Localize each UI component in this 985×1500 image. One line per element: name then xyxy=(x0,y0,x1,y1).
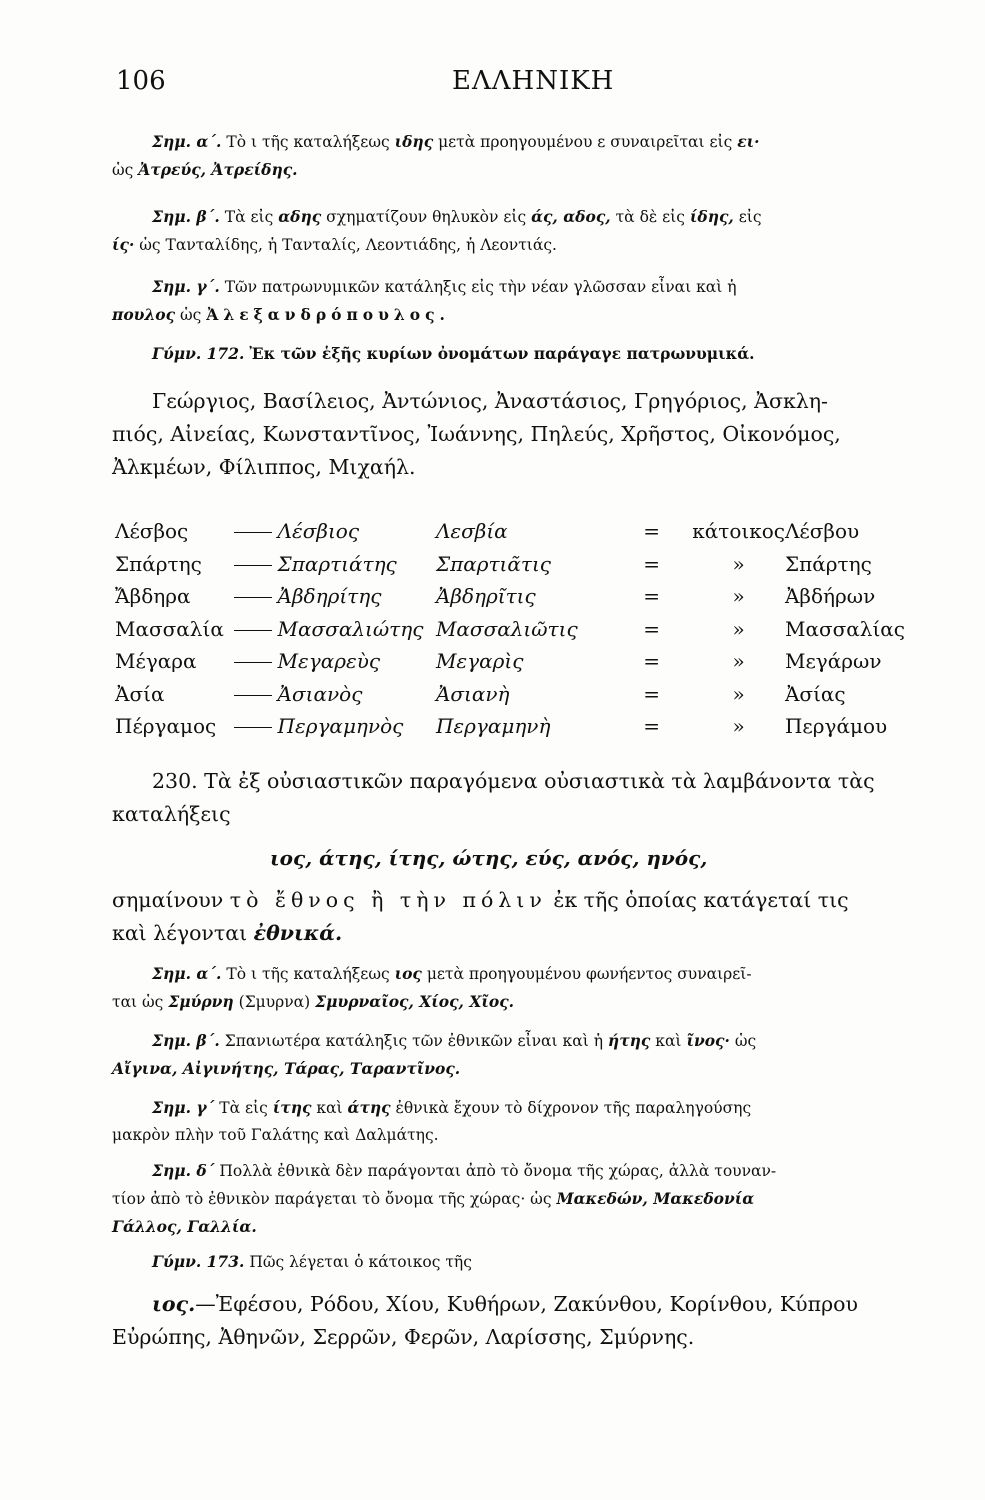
note-b-line-1: Σημ. β΄. Τὰ εἰς αδης σχηματίζουν θηλυκὸν εἰς άς, αδος, τὰ δὲ εἰς ίδης, εἰς xyxy=(152,207,762,226)
genitive-form: Ἀβδήρων xyxy=(784,584,876,609)
page-number: 106 xyxy=(116,66,166,96)
dash-mark xyxy=(234,630,272,631)
masculine-ethnic: Περγαμηνὸς xyxy=(277,714,404,739)
note2-d: Σημ. δ΄ Πολλὰ ἐθνικὰ δὲν παράγονται ἀπὸ τὸ ὄνομα τῆς χώρας, ἀλλὰ τουναν- τίον ἀπὸ τὸ ἐθνικὸν παράγεται τὸ ὄνομα τῆς χώρας· ὡς Μακεδών, Μακεδονία Γάλλος, Γαλλία. xyxy=(112,1161,777,1236)
place-name: Ἄβδηρα xyxy=(115,584,191,609)
exercise-173: Γύμν. 173. Πῶς λέγεται ὁ κάτοικος τῆς xyxy=(152,1252,472,1271)
note-a-line-2: ὡς Ἀτρεύς, Ἀτρείδης. xyxy=(112,160,298,179)
dash-mark xyxy=(234,662,272,663)
inhabitant-desc: » xyxy=(732,714,745,739)
exercise-172-label: Γύμν. 172. xyxy=(152,344,245,363)
para230-line-4: καὶ λέγονται ἐθνικά. xyxy=(112,921,343,945)
note-c-line-1: Σημ. γ΄. Τῶν πατρωνυμικῶν κατάληξις εἰς τὴν νέαν γλῶσσαν εἶναι καὶ ἡ xyxy=(152,277,737,296)
feminine-ethnic: Λεσβία xyxy=(435,519,508,544)
masculine-ethnic: Ἀβδηρίτης xyxy=(277,584,382,609)
note2-d-label: Σημ. δ΄ xyxy=(152,1161,215,1180)
masculine-ethnic: Μασσαλιώτης xyxy=(277,616,424,641)
note2-c-label: Σημ. γ΄ xyxy=(152,1098,215,1117)
dash-mark xyxy=(234,565,272,566)
genitive-form: Λέσβου xyxy=(784,519,860,544)
exercise-173-list: ιος.—Ἐφέσου, Ρόδου, Χίου, Κυθήρων, Ζακύνθου, Κορίνθου, Κύπρου Εὐρώπης, Ἀθηνῶν, Σερρῶν, Φερῶν, Λαρίσσης, Σμύρνης. xyxy=(112,1292,858,1349)
place-name: Μασσαλία xyxy=(115,616,224,641)
note-c xyxy=(112,273,942,329)
note2-a-label: Σημ. α΄. xyxy=(152,964,222,983)
feminine-ethnic: Μεγαρὶς xyxy=(435,649,524,674)
masculine-ethnic: Ἀσιανὸς xyxy=(277,681,363,706)
table-row xyxy=(115,613,905,646)
inhabitant-desc: κάτοικος xyxy=(692,519,785,544)
note-a xyxy=(112,128,942,184)
note2-b-label: Σημ. β΄. xyxy=(152,1031,220,1050)
inhabitant-desc: » xyxy=(732,616,745,641)
genitive-form: Περγάμου xyxy=(784,714,888,739)
equals-sign: = xyxy=(643,551,661,576)
equals-sign: = xyxy=(643,584,661,609)
paragraph-230: 230. Τὰ ἐξ οὐσιαστικῶν παραγόμενα οὐσιαστικὰ τὰ λαμβάνοντα τὰς καταλήξεις xyxy=(112,769,875,826)
dash-mark xyxy=(234,597,272,598)
equals-sign: = xyxy=(643,616,661,641)
place-name: Μέγαρα xyxy=(115,649,197,674)
place-name: Ἀσία xyxy=(115,681,165,706)
note-c-label: Σημ. γ΄. xyxy=(152,277,220,296)
feminine-ethnic: Περγαμηνὴ xyxy=(435,714,551,739)
place-name: Πέργαμος xyxy=(115,714,217,739)
suffix-list: ιος, άτης, ίτης, ώτης, εύς, ανός, ηνός, xyxy=(270,846,708,870)
note2-a: Σημ. α΄. Τὸ ι τῆς καταλήξεως ιος μετὰ προηγουμένου φωνήεντος συναιρεῖ- ται ὡς Σμύρνη (Σμυρνα) Σμυρναῖος, Χίος, Χῖος. xyxy=(112,964,752,1011)
inhabitant-desc: » xyxy=(732,649,745,674)
dash-mark xyxy=(234,532,272,533)
note-b xyxy=(112,203,942,259)
note2-c: Σημ. γ΄ Τὰ εἰς ίτης καὶ άτης ἐθνικὰ ἔχουν τὸ δίχρονον τῆς παραληγούσης μακρὸν πλὴν τοῦ Γαλάτης καὶ Δαλμάτης. xyxy=(112,1098,752,1144)
note-b-label: Σημ. β΄. xyxy=(152,207,220,226)
inhabitant-desc: » xyxy=(732,681,745,706)
inhabitant-desc: » xyxy=(732,584,745,609)
exercise-172: Γύμν. 172. Ἐκ τῶν ἑξῆς κυρίων ὀνομάτων παράγαγε πατρωνυμικά. xyxy=(152,344,755,363)
note2-b: Σημ. β΄. Σπανιωτέρα κατάληξις τῶν ἐθνικῶν εἶναι καὶ ἡ ήτης καὶ ῖνος· ὡς Αἴγινα, Αἰγινήτης, Τάρας, Ταραντῖνος. xyxy=(112,1031,757,1078)
genitive-form: Μεγάρων xyxy=(784,649,882,674)
inhabitant-desc: » xyxy=(732,551,745,576)
table-row xyxy=(115,678,905,711)
equals-sign: = xyxy=(643,714,661,739)
paragraph-230-cont xyxy=(112,884,902,950)
ethnic-derivatives-table xyxy=(115,515,905,743)
genitive-form: Σπάρτης xyxy=(784,551,872,576)
equals-sign: = xyxy=(643,649,661,674)
dash-mark xyxy=(234,727,272,728)
genitive-form: Μασσαλίας xyxy=(784,616,905,641)
table-row xyxy=(115,710,905,743)
equals-sign: = xyxy=(643,519,661,544)
equals-sign: = xyxy=(643,681,661,706)
masculine-ethnic: Σπαρτιάτης xyxy=(277,551,397,576)
table-row xyxy=(115,580,905,613)
note-b-line-2: ίς· ὡς Τανταλίδης, ἡ Τανταλίς, Λεοντιάδης, ἡ Λεοντιάς. xyxy=(112,235,557,254)
genitive-form: Ἀσίας xyxy=(784,681,846,706)
exercise-173-label: Γύμν. 173. xyxy=(152,1252,245,1271)
place-name: Σπάρτης xyxy=(115,551,202,576)
masculine-ethnic: Μεγαρεὺς xyxy=(277,649,381,674)
feminine-ethnic: Σπαρτιᾶτις xyxy=(435,551,552,576)
feminine-ethnic: Μασσαλιῶτις xyxy=(435,616,578,641)
feminine-ethnic: Ἀσιανὴ xyxy=(435,681,510,706)
table-row xyxy=(115,515,905,548)
note-a-line-1: Σημ. α΄. Τὸ ι τῆς καταλήξεως ιδης μετὰ προηγουμένου ε συναιρεῖται εἰς ει· xyxy=(152,132,760,151)
page-header xyxy=(112,66,892,106)
note-c-line-2: πουλος ὡς Ἀλεξανδρόπουλος. xyxy=(112,305,450,324)
masculine-ethnic: Λέσβιος xyxy=(277,519,360,544)
note-a-label: Σημ. α΄. xyxy=(152,132,222,151)
running-title: ΕΛΛΗΝΙΚΗ xyxy=(452,66,615,96)
dash-mark xyxy=(234,695,272,696)
feminine-ethnic: Ἀβδηρῖτις xyxy=(435,584,536,609)
names-paragraph: Γεώργιος, Βασίλειος, Ἀντώνιος, Ἀναστάσιος, Γρηγόριος, Ἀσκλη- πιός, Αἰνείας, Κωνσταντῖνος, Ἰωάννης, Πηλεύς, Χρῆστος, Οἰκονόμος, Ἀλκμέων, Φίλιππος, Μιχαήλ. xyxy=(112,389,841,479)
table-row xyxy=(115,645,905,678)
para230-line-3: σημαίνουν τὸ ἔθνος ἢ τὴν πόλιν ἐκ τῆς ὁποίας κατάγεταί τις xyxy=(112,888,849,912)
place-name: Λέσβος xyxy=(115,519,189,544)
table-row xyxy=(115,548,905,581)
